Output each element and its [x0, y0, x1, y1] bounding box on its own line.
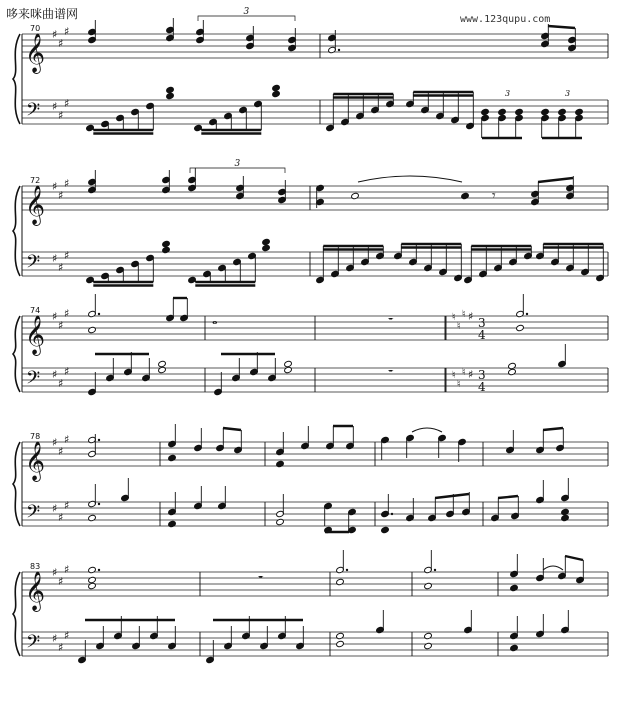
brace — [13, 442, 20, 526]
sharp-icon: ♯ — [64, 563, 70, 576]
notehead — [541, 108, 550, 115]
note — [558, 344, 567, 368]
treble-clef-icon: 𝄞 — [25, 33, 46, 73]
note — [461, 192, 470, 199]
note — [508, 368, 517, 375]
note — [458, 438, 467, 462]
note — [556, 428, 565, 452]
note — [284, 366, 293, 373]
sharp-icon: ♯ — [64, 97, 70, 110]
note — [516, 324, 525, 331]
sharp-icon: ♯ — [64, 365, 70, 378]
note — [558, 114, 567, 138]
notehead — [168, 454, 177, 461]
note — [326, 426, 335, 450]
notehead — [561, 508, 570, 515]
beam — [435, 494, 469, 498]
note — [262, 244, 271, 251]
measure-number: 70 — [30, 24, 41, 33]
note — [536, 614, 545, 638]
triplet-number: 3 — [243, 7, 250, 17]
dot — [98, 439, 100, 441]
note — [508, 362, 517, 369]
dot — [346, 569, 348, 571]
time-signature-top: 3 — [478, 368, 486, 382]
note — [218, 486, 227, 510]
sharp-icon: ♯ — [58, 641, 64, 654]
note — [272, 90, 281, 97]
note — [166, 92, 175, 99]
treble-staff — [22, 563, 608, 612]
whole-note: 𝅝 — [212, 312, 218, 328]
note — [424, 582, 433, 589]
note — [336, 632, 345, 639]
note — [168, 454, 177, 461]
brace — [13, 186, 20, 276]
notehead — [158, 360, 167, 367]
rest-icon: 𝄾 — [492, 188, 496, 204]
note — [216, 428, 225, 452]
natural-icon: ♮ — [457, 321, 461, 332]
natural-icon: ♮ — [462, 367, 466, 378]
note — [276, 432, 285, 456]
notehead — [162, 246, 171, 253]
note — [250, 352, 259, 376]
note — [438, 434, 447, 458]
note — [88, 582, 97, 589]
notehead — [336, 640, 345, 647]
notehead — [336, 632, 345, 639]
dot — [434, 569, 436, 571]
sharp-icon: ♯ — [52, 502, 58, 515]
note — [336, 550, 348, 574]
notehead — [276, 518, 285, 525]
note — [510, 554, 519, 578]
note — [88, 514, 97, 521]
notehead — [276, 460, 285, 467]
sharp-icon: ♯ — [64, 433, 70, 446]
note — [510, 644, 519, 651]
notehead — [284, 366, 293, 373]
measure-number: 72 — [30, 176, 41, 185]
notehead — [272, 84, 281, 91]
dot — [391, 513, 393, 515]
sharp-icon: ♯ — [58, 575, 64, 588]
note — [376, 610, 385, 634]
sharp-icon: ♯ — [52, 180, 58, 193]
bass-staff — [22, 499, 608, 527]
tie — [358, 176, 462, 182]
sharp-icon: ♯ — [52, 632, 58, 645]
note — [351, 192, 360, 199]
sharp-icon: ♯ — [468, 310, 474, 323]
bass-staff — [22, 249, 608, 277]
note — [346, 426, 355, 450]
note — [575, 114, 584, 138]
site-title: 哆来咪曲谱网 — [6, 7, 79, 21]
brace — [13, 34, 20, 124]
triplet-number: 3 — [234, 159, 241, 169]
note — [561, 514, 570, 521]
time-signature-bottom: 4 — [478, 380, 486, 394]
note — [336, 640, 345, 647]
note — [158, 360, 167, 367]
sharp-icon: ♯ — [64, 177, 70, 190]
note — [214, 372, 223, 396]
sharp-icon: ♯ — [64, 499, 70, 512]
notehead — [336, 578, 345, 585]
note — [284, 360, 293, 367]
notehead — [515, 108, 524, 115]
sharp-icon: ♯ — [58, 109, 64, 122]
sharp-icon: ♯ — [58, 319, 64, 332]
sharp-icon: ♯ — [58, 511, 64, 524]
note — [166, 86, 175, 93]
note — [575, 108, 584, 115]
measure-number: 74 — [30, 306, 41, 315]
music-score — [13, 7, 608, 664]
notehead — [498, 108, 507, 115]
triplet-number: 3 — [565, 89, 571, 98]
treble-staff — [22, 433, 608, 482]
note — [162, 240, 171, 247]
notehead — [424, 642, 433, 649]
site-url: www.123qupu.com — [460, 14, 551, 25]
note — [498, 108, 507, 115]
note — [268, 358, 277, 382]
notehead — [284, 360, 293, 367]
note — [561, 610, 570, 634]
time-signature-top: 3 — [478, 316, 486, 330]
sharp-icon: ♯ — [58, 377, 64, 390]
note — [481, 108, 490, 115]
note — [424, 550, 436, 574]
sharp-icon: ♯ — [58, 189, 64, 202]
note — [481, 114, 490, 138]
notehead — [88, 582, 97, 589]
notehead — [381, 526, 390, 533]
notehead — [262, 244, 271, 251]
sharp-icon: ♯ — [52, 310, 58, 323]
sharp-icon: ♯ — [58, 37, 64, 50]
notehead — [424, 582, 433, 589]
sharp-icon: ♯ — [52, 100, 58, 113]
beam — [543, 428, 563, 430]
note — [561, 478, 570, 502]
brace — [13, 572, 20, 656]
dot — [526, 313, 528, 315]
notehead — [88, 514, 97, 521]
note — [301, 426, 310, 450]
notehead — [481, 108, 490, 115]
sharp-icon: ♯ — [64, 25, 70, 38]
note — [406, 498, 415, 522]
note — [536, 480, 545, 504]
note — [328, 30, 340, 54]
time-signature-bottom: 4 — [478, 328, 486, 342]
note — [424, 642, 433, 649]
note — [194, 428, 203, 452]
note — [88, 326, 97, 333]
notehead — [88, 576, 97, 583]
dot — [98, 569, 100, 571]
notehead — [88, 326, 97, 333]
note — [336, 578, 345, 585]
system-3 — [13, 306, 608, 394]
treble-clef-icon: 𝄞 — [25, 441, 46, 481]
bass-clef-icon: 𝄢 — [26, 100, 41, 125]
tie — [543, 566, 563, 570]
note — [276, 494, 285, 518]
notehead — [510, 644, 519, 651]
notehead — [424, 632, 433, 639]
note — [78, 640, 87, 664]
beam — [538, 178, 573, 182]
notehead — [168, 520, 177, 527]
note — [516, 294, 528, 318]
note — [515, 108, 524, 115]
note — [232, 358, 241, 382]
dot — [98, 313, 100, 315]
note — [88, 576, 97, 583]
note — [276, 460, 285, 467]
note — [276, 518, 285, 525]
sharp-icon: ♯ — [64, 629, 70, 642]
measure-number: 83 — [30, 562, 41, 571]
sharp-icon: ♯ — [52, 252, 58, 265]
system-2 — [13, 159, 608, 277]
note — [166, 298, 175, 322]
system-1 — [13, 7, 608, 125]
note — [168, 520, 177, 527]
notehead — [162, 240, 171, 247]
rest-icon: 𝄻 — [388, 366, 394, 382]
note — [88, 372, 97, 396]
bass-clef-icon: 𝄢 — [26, 632, 41, 657]
bass-clef-icon: 𝄢 — [26, 368, 41, 393]
rest-icon: 𝄻 — [258, 572, 264, 588]
treble-clef-icon: 𝄞 — [25, 571, 46, 611]
note — [424, 632, 433, 639]
sharp-icon: ♯ — [64, 307, 70, 320]
dot — [98, 503, 100, 505]
notehead — [166, 92, 175, 99]
note — [206, 640, 215, 664]
note — [158, 366, 167, 373]
note — [515, 114, 524, 138]
note — [88, 566, 100, 573]
sharp-icon: ♯ — [52, 368, 58, 381]
bass-staff — [22, 629, 608, 657]
note — [558, 108, 567, 115]
rest-icon: 𝄻 — [388, 314, 394, 330]
notehead — [88, 566, 97, 573]
note — [194, 486, 203, 510]
notehead — [516, 324, 525, 331]
note — [124, 352, 133, 376]
system-5 — [13, 562, 608, 657]
tie — [412, 428, 442, 432]
note — [88, 294, 100, 318]
note — [491, 498, 500, 522]
dot — [338, 49, 340, 51]
notehead — [158, 366, 167, 373]
note — [428, 498, 437, 522]
sharp-icon: ♯ — [58, 261, 64, 274]
note — [272, 84, 281, 91]
note — [510, 584, 519, 591]
note — [106, 358, 115, 382]
note — [541, 114, 550, 138]
note — [180, 298, 189, 322]
treble-staff — [22, 25, 608, 74]
note — [262, 238, 271, 245]
natural-icon: ♮ — [452, 370, 456, 381]
measure-number: 78 — [30, 432, 41, 441]
beam — [548, 26, 575, 28]
natural-icon: ♮ — [452, 312, 456, 323]
note — [162, 246, 171, 253]
beam — [498, 496, 518, 498]
treble-clef-icon: 𝄞 — [25, 315, 46, 355]
notehead — [351, 192, 360, 199]
notehead — [575, 108, 584, 115]
note — [464, 610, 473, 634]
notehead — [508, 368, 517, 375]
sharp-icon: ♯ — [58, 445, 64, 458]
natural-icon: ♮ — [462, 309, 466, 320]
sharp-icon: ♯ — [52, 436, 58, 449]
sharp-icon: ♯ — [52, 566, 58, 579]
notehead — [272, 90, 281, 97]
notehead — [558, 108, 567, 115]
notehead — [508, 362, 517, 369]
natural-icon: ♮ — [457, 379, 461, 390]
notehead — [262, 238, 271, 245]
note — [561, 508, 570, 515]
treble-clef-icon: 𝄞 — [25, 185, 46, 225]
note — [406, 434, 415, 458]
notehead — [166, 86, 175, 93]
sharp-icon: ♯ — [52, 28, 58, 41]
notehead — [561, 514, 570, 521]
note — [142, 358, 151, 382]
note — [168, 424, 177, 448]
beam — [223, 428, 241, 430]
note — [498, 114, 507, 138]
note — [88, 484, 100, 508]
sharp-icon: ♯ — [468, 368, 474, 381]
note — [541, 108, 550, 115]
brace — [13, 316, 20, 392]
sharp-icon: ♯ — [64, 249, 70, 262]
treble-staff — [22, 177, 608, 226]
notehead — [510, 584, 519, 591]
note — [121, 478, 130, 502]
bass-clef-icon: 𝄢 — [26, 252, 41, 277]
note — [381, 494, 393, 518]
note — [381, 526, 390, 533]
note — [510, 616, 519, 640]
notehead — [461, 192, 470, 199]
bass-clef-icon: 𝄢 — [26, 502, 41, 527]
beam — [565, 556, 583, 560]
note — [88, 436, 100, 443]
triplet-number: 3 — [505, 89, 511, 98]
note — [168, 492, 177, 516]
